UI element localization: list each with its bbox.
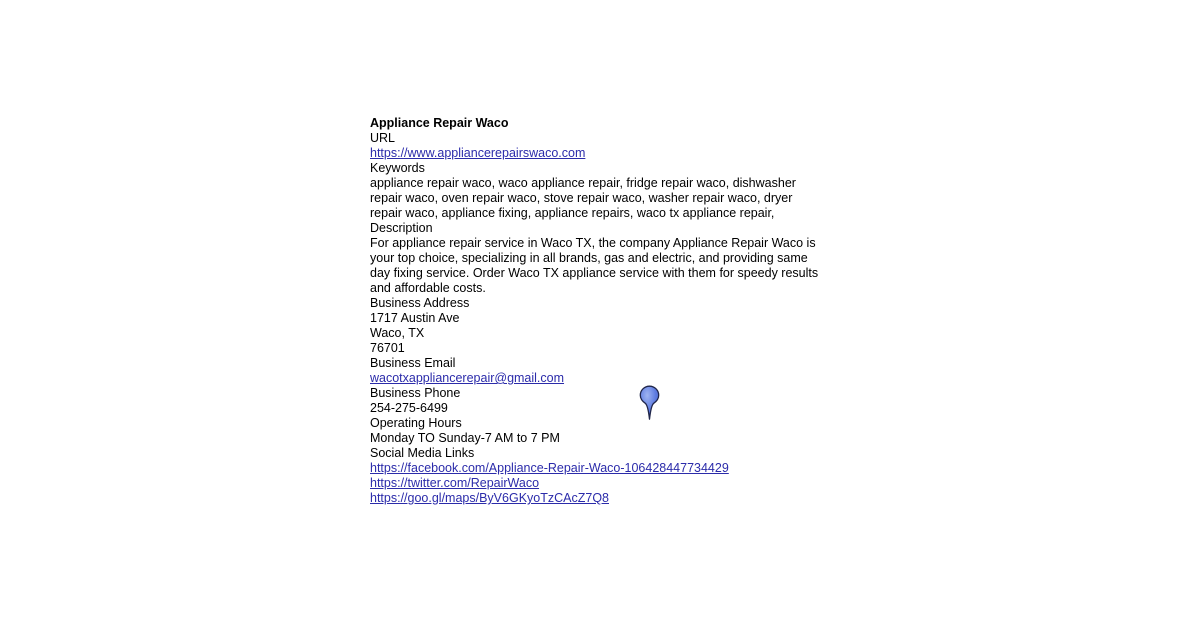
keywords-label: Keywords	[370, 161, 425, 175]
twitter-link[interactable]: https://twitter.com/RepairWaco	[370, 476, 540, 490]
phone-number: 254-275-6499	[370, 401, 448, 415]
address-street: 1717 Austin Ave	[370, 311, 460, 325]
description-text: For appliance repair service in Waco TX, the company Appliance Repair Waco is your top choice, specializing in all brands, gas and electric, and providing same day fixing service. Order Waco TX appliance service with them for speedy results and affordable costs.	[370, 236, 819, 295]
social-label: Social Media Links	[370, 446, 475, 460]
facebook-link[interactable]: https://facebook.com/Appliance-Repair-Waco-106428447734429	[370, 461, 729, 475]
url-label: URL	[370, 131, 396, 145]
hours-label: Operating Hours	[370, 416, 462, 430]
email-link[interactable]: wacotxappliancerepair@gmail.com	[370, 371, 565, 385]
map-pin-icon	[639, 385, 660, 421]
page-title: Appliance Repair Waco	[370, 116, 509, 130]
address-zip: 76701	[370, 341, 405, 355]
website-link[interactable]: https://www.appliancerepairswaco.com	[370, 146, 586, 160]
hours-text: Monday TO Sunday-7 AM to 7 PM	[370, 431, 560, 445]
phone-label: Business Phone	[370, 386, 461, 400]
description-label: Description	[370, 221, 433, 235]
business-listing	[370, 116, 822, 506]
keywords-text: appliance repair waco, waco appliance repair, fridge repair waco, dishwasher repair waco, oven repair waco, stove repair waco, washer repair waco, dryer repair waco, appliance fixing, appliance repairs, waco tx appliance repair,	[370, 176, 796, 220]
address-label: Business Address	[370, 296, 470, 310]
email-label: Business Email	[370, 356, 456, 370]
maps-link[interactable]: https://goo.gl/maps/ByV6GKyoTzCAcZ7Q8	[370, 491, 609, 505]
address-city: Waco, TX	[370, 326, 425, 340]
